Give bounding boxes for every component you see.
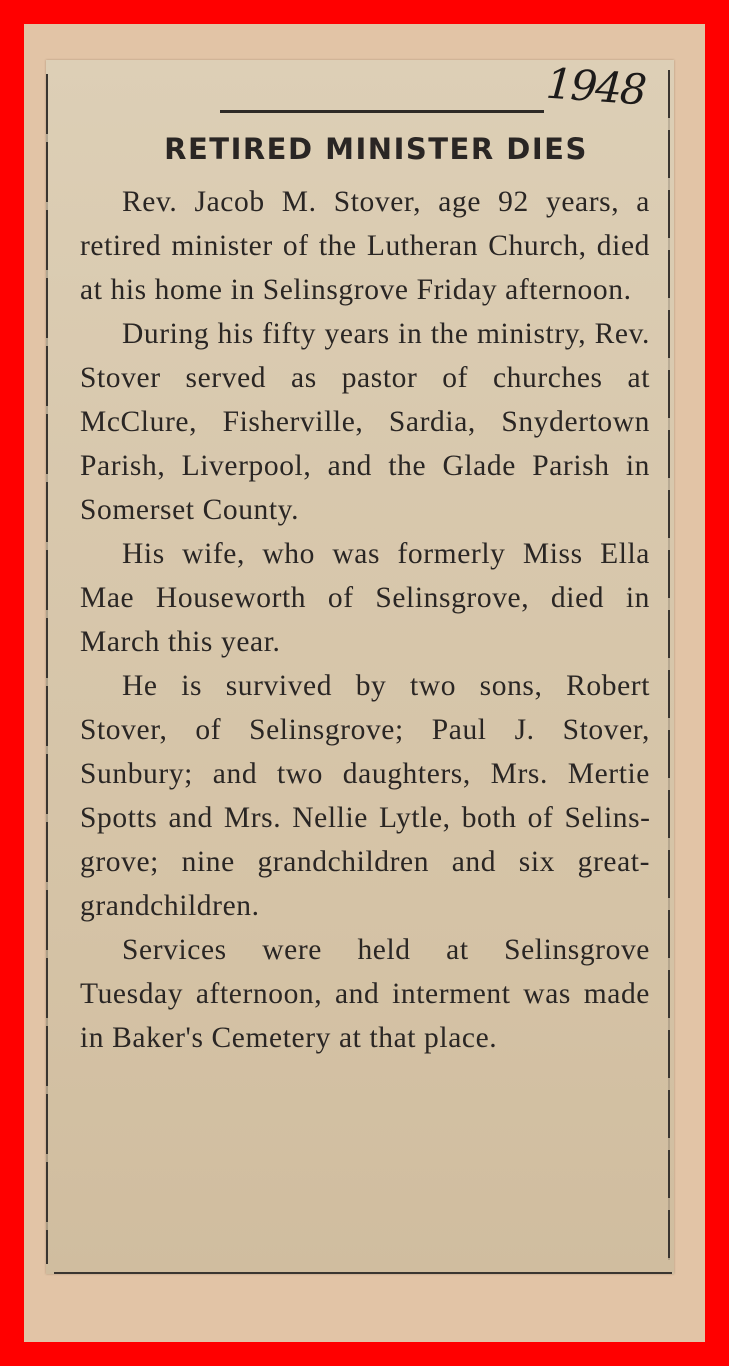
column-rule-bottom [54, 1272, 672, 1274]
paragraph: Services were held at Selinsgrove Tuesday afternoon, and interment was made in Baker's Cemetery at that place. [80, 934, 650, 1054]
header-rule [220, 110, 544, 113]
column-rule-left [46, 74, 48, 1264]
newspaper-clipping [46, 60, 674, 1274]
paragraph: During his fifty years in the ministry, Rev. Stover served as pastor of churches at McClure, Fisherville, Sardia, Snydertown Parish, Liverpool, and the Glade Parish in Somerset County. [80, 318, 650, 526]
headline: RETIRED MINISTER DIES [164, 132, 588, 166]
article-body [80, 180, 650, 1060]
photo-mat [24, 24, 705, 1342]
paragraph: He is survived by two sons, Robert Stover, of Selinsgrove; Paul J. Stover, Sunbury; and two daughters, Mrs. Mertie Spotts and Mrs. Nellie Lytle, both of Selinsgrove; nine grandchildren and six great-grandchildren. [80, 670, 650, 922]
paragraph: His wife, who was formerly Miss Ella Mae Houseworth of Selinsgrove, died in March this year. [80, 538, 650, 658]
column-rule-right [668, 70, 670, 1260]
handwritten-year: 1948 [544, 58, 647, 115]
paragraph: Rev. Jacob M. Stover, age 92 years, a retired minister of the Lutheran Church, died at his home in Selinsgrove Friday afternoon. [80, 186, 650, 306]
